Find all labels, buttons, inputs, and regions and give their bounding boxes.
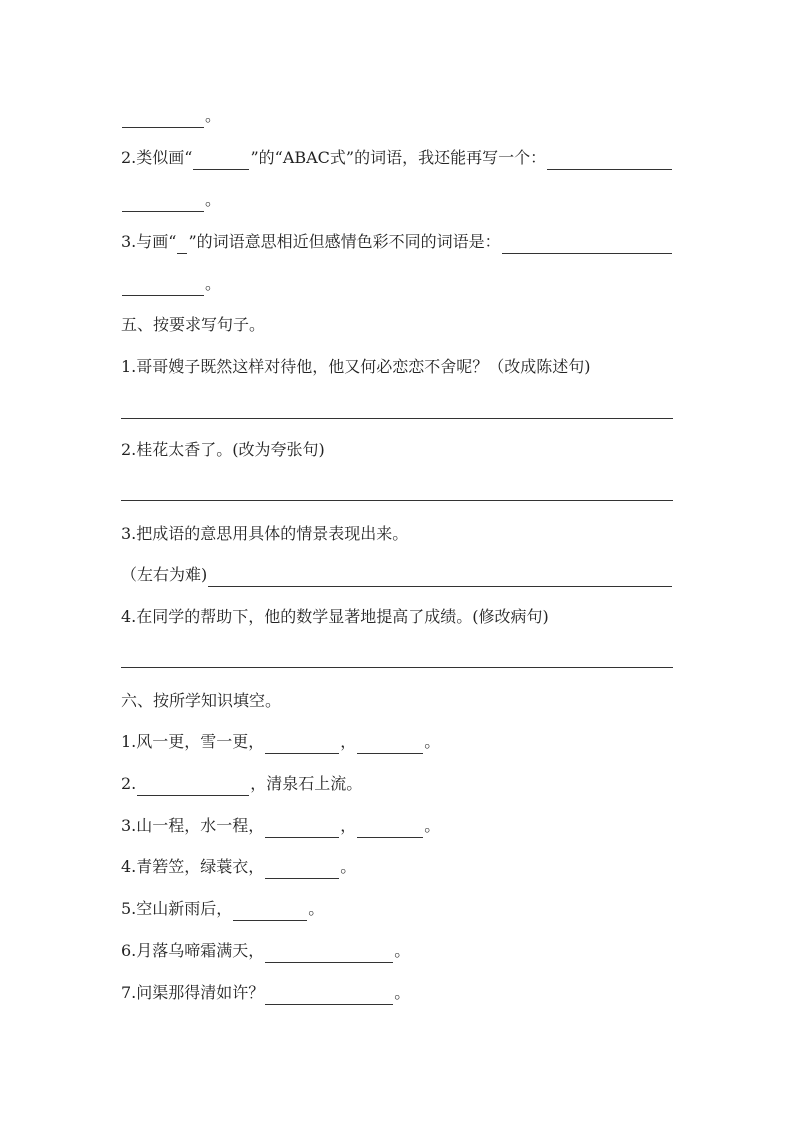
answer-blank[interactable] (193, 151, 249, 170)
answer-blank[interactable] (265, 986, 393, 1005)
punct: 。 (394, 941, 411, 960)
punct: 。 (424, 732, 441, 751)
item-text: 6.月落乌啼霜满天， (121, 941, 265, 960)
answer-blank[interactable] (208, 568, 672, 587)
item-text: 7.问渠那得清如许？ (121, 983, 265, 1002)
question-text: 4.在同学的帮助下，他的数学显著地提高了成绩。(修改病句) (121, 607, 549, 626)
punct: 。 (205, 274, 222, 293)
punct: ， (340, 816, 357, 835)
section-title: 六、按所学知识填空。 (121, 691, 282, 710)
question-text: 与画“ (136, 232, 177, 251)
answer-blank[interactable] (122, 109, 204, 128)
punct: 。 (424, 816, 441, 835)
answer-blank[interactable] (137, 777, 249, 796)
answer-blank[interactable] (233, 902, 307, 921)
s5-q3-idiom (121, 563, 673, 587)
answer-line[interactable] (121, 418, 673, 419)
section-title: 五、按要求写句子。 (121, 315, 266, 334)
s5-q1 (121, 355, 673, 379)
s6-item-6 (121, 939, 673, 963)
s4-q2-continuation (121, 188, 673, 212)
s6-item-4 (121, 855, 673, 879)
s4-q1-continuation (121, 104, 673, 128)
s4-q2 (121, 146, 673, 170)
answer-blank[interactable] (502, 235, 672, 254)
answer-blank[interactable] (122, 277, 204, 296)
item-text: 5.空山新雨后， (121, 899, 233, 918)
punct: ， (340, 732, 357, 751)
item-text: 1.风一更，雪一更， (121, 732, 265, 751)
idiom-label: （左右为难) (121, 565, 208, 584)
question-text: 类似画“ (136, 148, 193, 167)
answer-blank[interactable] (265, 735, 339, 754)
question-text: 2.桂花太香了。(改为夸张句) (121, 440, 325, 459)
s6-item-2 (121, 772, 673, 796)
s6-item-1 (121, 730, 673, 754)
answer-line[interactable] (121, 667, 673, 668)
section6-title (121, 689, 673, 713)
s5-q3 (121, 522, 673, 546)
question-text: ”的“ABAC式”的词语，我还能再写一个： (250, 148, 547, 167)
s6-item-7 (121, 981, 673, 1005)
punct: 。 (394, 983, 411, 1002)
question-text: 1.哥哥嫂子既然这样对待他，他又何必恋恋不舍呢？（改成陈述句) (121, 357, 591, 376)
section5-title (121, 313, 673, 337)
item-text: 3.山一程，水一程， (121, 816, 265, 835)
question-text: 3.把成语的意思用具体的情景表现出来。 (121, 524, 409, 543)
s6-item-3 (121, 814, 673, 838)
punct: 。 (205, 190, 222, 209)
answer-blank[interactable] (357, 819, 423, 838)
answer-blank[interactable] (177, 235, 187, 254)
item-text: ，清泉石上流。 (250, 774, 363, 793)
s5-q2 (121, 438, 673, 462)
item-text: 2. (121, 774, 137, 793)
s5-q4 (121, 605, 673, 629)
answer-blank[interactable] (357, 735, 423, 754)
answer-line[interactable] (121, 500, 673, 501)
punct: 。 (205, 106, 222, 125)
answer-blank[interactable] (122, 193, 204, 212)
item-text: 4.青箬笠，绿蓑衣， (121, 857, 265, 876)
answer-blank[interactable] (265, 819, 339, 838)
answer-blank[interactable] (265, 860, 339, 879)
s6-item-5 (121, 897, 673, 921)
question-text: ”的词语意思相近但感情色彩不同的词语是： (188, 232, 501, 251)
answer-blank[interactable] (547, 151, 672, 170)
answer-blank[interactable] (265, 944, 393, 963)
s4-q3 (121, 230, 673, 254)
question-number: 2. (121, 148, 137, 167)
punct: 。 (308, 899, 325, 918)
punct: 。 (340, 857, 357, 876)
question-number: 3. (121, 232, 137, 251)
s4-q3-continuation (121, 272, 673, 296)
